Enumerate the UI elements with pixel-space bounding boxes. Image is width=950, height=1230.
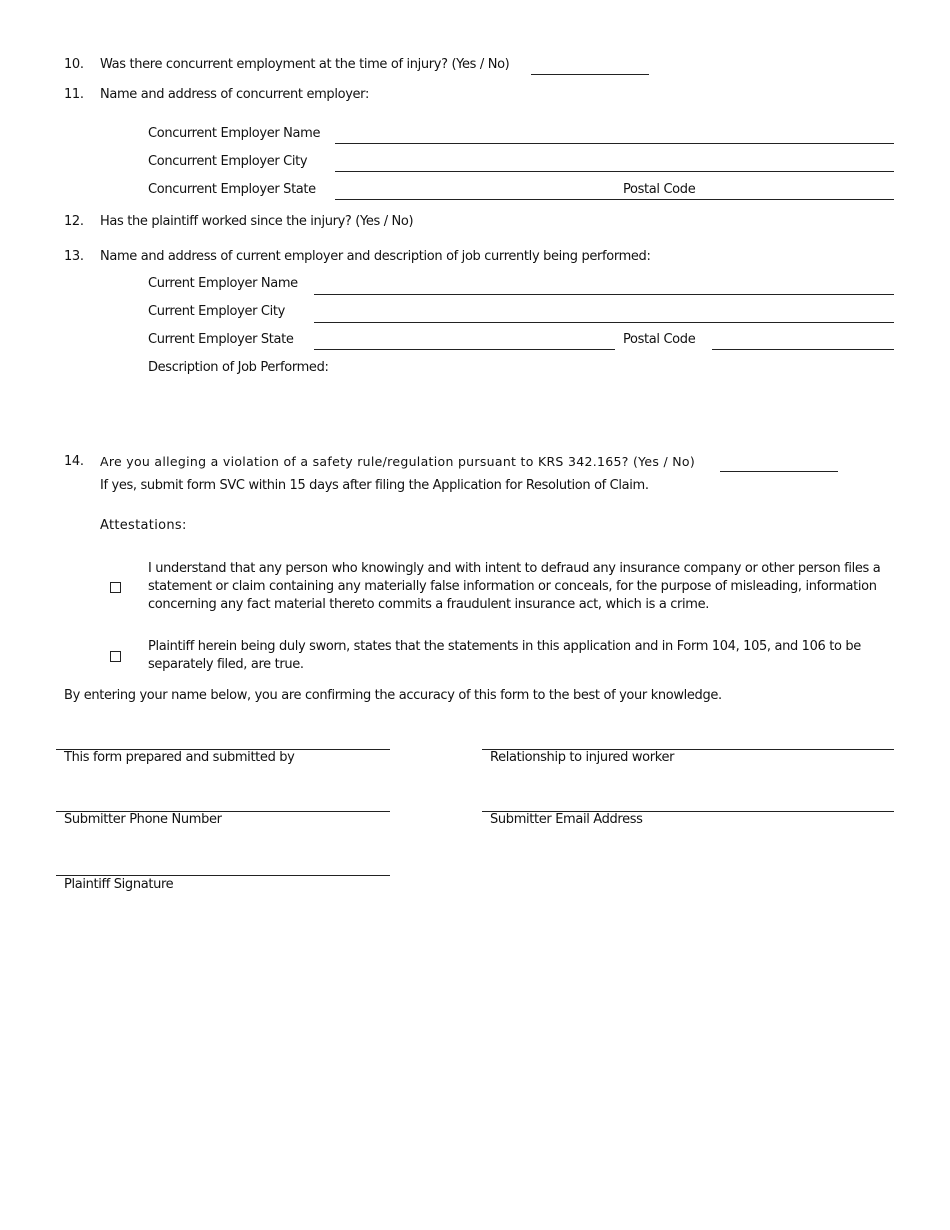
current-postal-code-label: Postal Code bbox=[623, 332, 696, 347]
concurrent-employer-name-label: Concurrent Employer Name bbox=[148, 126, 321, 141]
concurrent-employer-name-field[interactable] bbox=[335, 143, 894, 144]
confirmation-text: By entering your name below, you are confirming the accuracy of this form to the best of your knowledge. bbox=[64, 688, 722, 703]
q11-question: Name and address of concurrent employer: bbox=[100, 87, 369, 102]
concurrent-postal-code-label: Postal Code bbox=[623, 182, 696, 197]
job-description-field[interactable] bbox=[148, 380, 894, 440]
concurrent-employer-city-label: Concurrent Employer City bbox=[148, 154, 308, 169]
current-employer-name-field[interactable] bbox=[314, 294, 894, 295]
q13-question: Name and address of current employer and description of job currently being performed: bbox=[100, 249, 651, 264]
q14-note: If yes, submit form SVC within 15 days after filing the Application for Resolution of Claim. bbox=[100, 478, 649, 493]
current-employer-city-field[interactable] bbox=[314, 322, 894, 323]
concurrent-employer-city-field[interactable] bbox=[335, 171, 894, 172]
q10-question: Was there concurrent employment at the time of injury? (Yes / No) bbox=[100, 57, 510, 72]
current-employer-name-label: Current Employer Name bbox=[148, 276, 298, 291]
plaintiff-signature-field[interactable] bbox=[56, 875, 390, 876]
submitter-email-label: Submitter Email Address bbox=[490, 812, 643, 827]
q12-number: 12. bbox=[64, 214, 84, 229]
concurrent-employer-state-label: Concurrent Employer State bbox=[148, 182, 316, 197]
current-employer-state-field[interactable] bbox=[314, 349, 615, 350]
q11-number: 11. bbox=[64, 87, 84, 102]
current-employer-state-label: Current Employer State bbox=[148, 332, 294, 347]
q14-number: 14. bbox=[64, 454, 84, 469]
attestations-heading: Attestations: bbox=[100, 518, 187, 533]
current-employer-city-label: Current Employer City bbox=[148, 304, 285, 319]
current-postal-code-field[interactable] bbox=[712, 349, 894, 350]
q10-answer-field[interactable] bbox=[531, 74, 649, 75]
attestation-sworn-text: Plaintiff herein being duly sworn, states that the statements in this application and in Form 104, 105, and 106 to be separately filed, are true. bbox=[148, 639, 861, 672]
concurrent-employer-state-field[interactable] bbox=[335, 199, 894, 200]
submitter-phone-label: Submitter Phone Number bbox=[64, 812, 222, 827]
q14-answer-field[interactable] bbox=[720, 471, 838, 472]
prepared-by-label: This form prepared and submitted by bbox=[64, 750, 295, 765]
attestation-fraud-text: I understand that any person who knowingly and with intent to defraud any insurance company or other person files a statement or claim containing any materially false information or conceals, for the purpose of misleading, information concerning any fact material thereto commits a fraudulent insurance act, which is a crime. bbox=[148, 561, 881, 612]
plaintiff-signature-label: Plaintiff Signature bbox=[64, 877, 174, 892]
q10-number: 10. bbox=[64, 57, 84, 72]
job-description-label: Description of Job Performed: bbox=[148, 360, 329, 375]
q13-number: 13. bbox=[64, 249, 84, 264]
attestation-sworn-checkbox[interactable] bbox=[110, 651, 121, 662]
attestation-fraud-checkbox[interactable] bbox=[110, 582, 121, 593]
relationship-label: Relationship to injured worker bbox=[490, 750, 675, 765]
q14-question: Are you alleging a violation of a safety rule/regulation pursuant to KRS 342.165? (Yes / No) bbox=[100, 454, 696, 469]
q12-question: Has the plaintiff worked since the injury? (Yes / No) bbox=[100, 214, 414, 229]
